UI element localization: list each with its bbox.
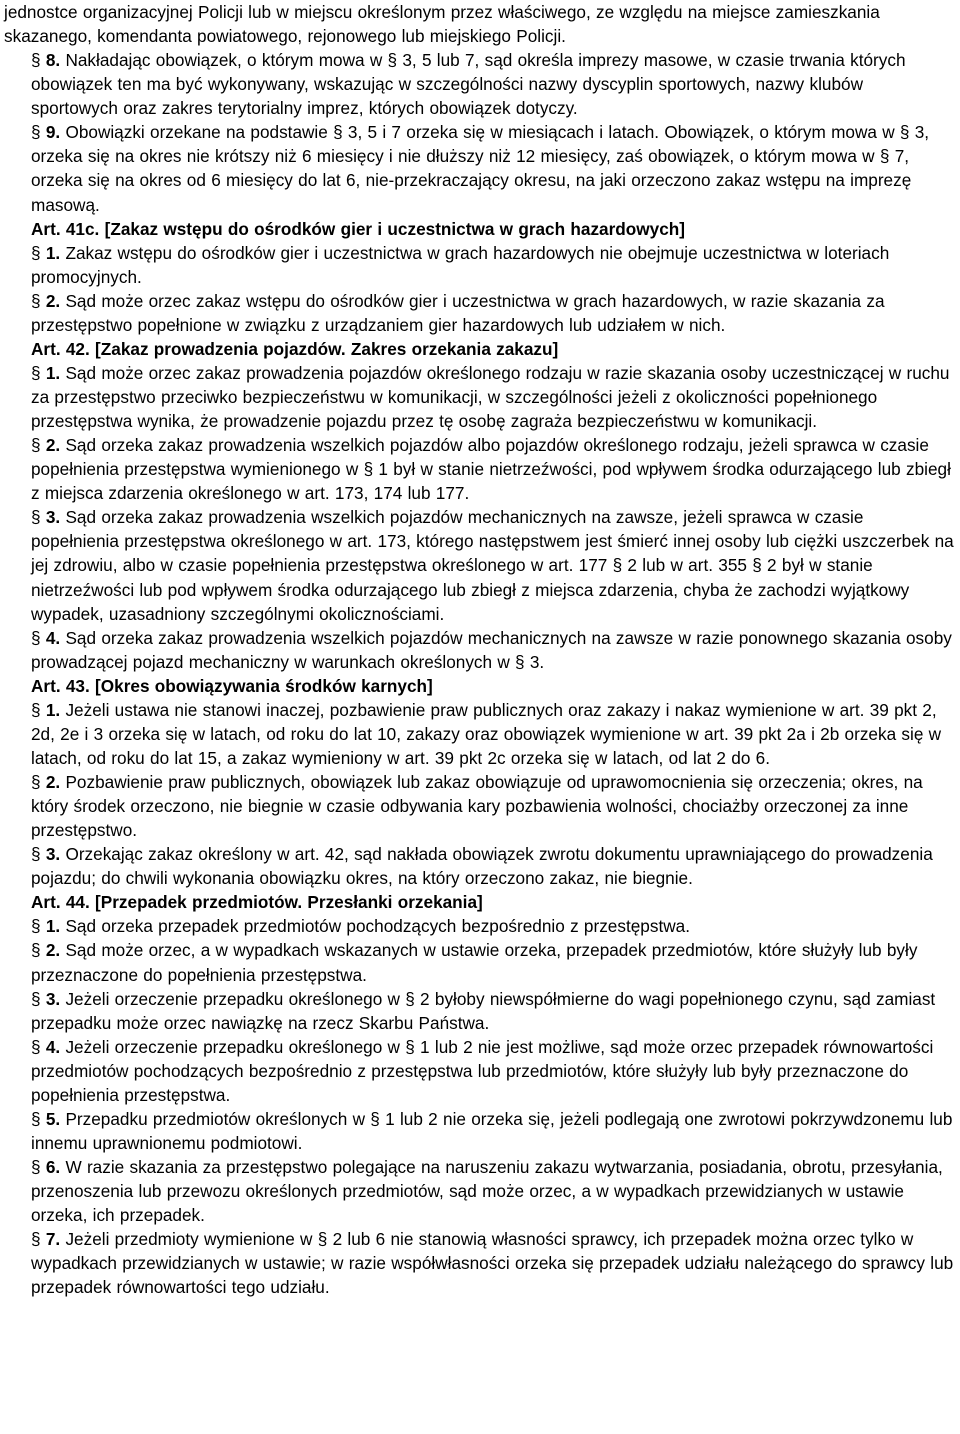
text-run: Sąd orzeka przepadek przedmiotów pochodzących bezpośrednio z przestępstwa.	[60, 916, 690, 937]
section-paragraph	[4, 770, 954, 842]
text-run: Sąd może orzec zakaz wstępu do ośrodków gier i uczestnictwa w grach hazardowych, w razie skazania za przestępstwo popełnione w związku z urządzaniem gier hazardowych lub udziałem w nich.	[31, 290, 885, 335]
bold-text: 9.	[45, 122, 61, 143]
bold-text: Art. 44. [Przepadek przedmiotów. Przesłanki orzekania]	[31, 892, 483, 913]
text-run: Jeżeli przedmioty wymienione w § 2 lub 6 nie stanowią własności sprawcy, ich przepadek można orzec tylko w wypadkach przewidzianych w ustawie; w razie współwłasności orzeka się przepadek udziału należącego do sprawcy lub przepadek równowartości tego udziału.	[31, 1229, 954, 1298]
text-run: W razie skazania za przestępstwo polegające na naruszeniu zakazu wytwarzania, posiadania, obrotu, przesyłania, przenoszenia lub przewozu określonych przedmiotów, sąd może orzec, a w wypadkach przewidzianych w ustawie orzeka, ich przepadek.	[31, 1157, 943, 1226]
article-heading	[4, 337, 954, 361]
text-run: §	[31, 699, 46, 720]
bold-text: 2.	[45, 940, 61, 961]
bold-text: Art. 41c. [Zakaz wstępu do ośrodków gier i uczestnictwa w grach hazardowych]	[31, 218, 686, 239]
bold-text: 1.	[45, 362, 61, 383]
text-run: §	[31, 1157, 46, 1177]
bold-text: 2.	[45, 772, 61, 792]
section-paragraph	[4, 433, 954, 505]
text-run: Jeżeli orzeczenie przepadku określonego w § 2 byłoby niewspółmierne do wagi popełnionego czynu, sąd zamiast przepadku może orzec nawiązkę na rzecz Skarbu Państwa.	[31, 988, 936, 1033]
text-run: §	[31, 122, 46, 143]
text-run: §	[31, 50, 46, 71]
text-run: Jeżeli orzeczenie przepadku określonego w § 1 lub 2 nie jest możliwe, sąd może orzec przepadek równowartości przedmiotów pochodzących bezpośrednio z przestępstwa lub przedmiotów, które służyły lub były przeznaczone do popełnienia przestępstwa.	[31, 1036, 934, 1105]
section-paragraph	[4, 289, 954, 337]
bold-text: 2.	[45, 290, 61, 311]
bold-text: 7.	[45, 1229, 61, 1250]
text-run: §	[31, 772, 46, 792]
bold-text: 5.	[45, 1108, 61, 1129]
section-paragraph	[4, 1107, 954, 1155]
continued-paragraph	[4, 0, 954, 48]
text-run: §	[31, 290, 46, 311]
text-run: §	[31, 844, 46, 865]
section-paragraph	[4, 361, 954, 433]
bold-text: 2.	[45, 435, 61, 456]
text-run: §	[31, 1036, 46, 1057]
text-run: Sąd orzeka zakaz prowadzenia wszelkich pojazdów mechanicznych na zawsze, jeżeli sprawca w czasie popełnienia przestępstwa określonego w art. 173, którego następstwem jest śmierć innej osoby lub ciężki uszczerbek na jej zdrowiu, albo w czasie popełnienia przestępstwa określonego w art. 177 § 2 lub w art. 355 § 2 był w stanie nietrzeźwości lub pod wpływem środka odurzającego lub zbiegł z miejsca zdarzenia, chyba że zachodzi wyjątkowy wypadek, uzasadniony szczególnymi okolicznościami.	[31, 507, 954, 624]
text-run: §	[31, 1229, 46, 1250]
section-paragraph	[4, 1227, 954, 1299]
text-run: Pozbawienie praw publicznych, obowiązek lub zakaz obowiązuje od uprawomocnienia się orzeczenia; okres, na który środek orzeczono, nie biegnie w czasie odbywania kary pozbawienia wolności, chociażby orzeczonej za inne przestępstwo.	[31, 772, 923, 841]
bold-text: 4.	[45, 1036, 61, 1057]
text-run: §	[31, 988, 46, 1009]
article-heading	[4, 890, 954, 914]
bold-text: 1.	[45, 699, 61, 720]
bold-text: 8.	[45, 50, 61, 71]
text-run: §	[31, 940, 46, 961]
bold-text: 4.	[45, 627, 61, 648]
bold-text: 1.	[45, 916, 61, 937]
text-run: Zakaz wstępu do ośrodków gier i uczestnictwa w grach hazardowych nie obejmuje uczestnictwa w loteriach promocyjnych.	[31, 242, 890, 287]
text-run: Nakładając obowiązek, o którym mowa w § 3, 5 lub 7, sąd określa imprezy masowe, w czasie trwania których obowiązek ten ma być wykonywany, wskazując w szczególności nazwy dyscyplin sportowych, nazwy klubów sportowych oraz zakres terytorialny imprez, których obowiązek dotyczy.	[31, 50, 906, 119]
section-paragraph	[4, 914, 954, 938]
text-run: §	[31, 242, 46, 263]
bold-text: 3.	[45, 988, 61, 1009]
section-paragraph	[4, 626, 954, 674]
text-run: Sąd orzeka zakaz prowadzenia wszelkich pojazdów mechanicznych na zawsze w razie ponownego skazania osoby prowadzącej pojazd mechaniczny w warunkach określonych w § 3.	[31, 627, 952, 672]
bold-text: 3.	[45, 507, 61, 528]
section-paragraph	[4, 241, 954, 289]
text-run: §	[31, 362, 46, 383]
text-run: Jeżeli ustawa nie stanowi inaczej, pozbawienie praw publicznych oraz zakazy i nakaz wymienione w art. 39 pkt 2, 2d, 2e i 3 orzeka się w latach, od roku do lat 10, zakazy oraz obowiązek wymienione w art. 39 pkt 2a i 2b orzeka się w latach, od roku do lat 15, a zakaz wymieniony w art. 39 pkt 2c orzeka się w latach, od lat 2 do 6.	[31, 699, 942, 768]
section-paragraph	[4, 505, 954, 625]
text-run: jednostce organizacyjnej Policji lub w miejscu określonym przez właściwego, ze względu na miejsce zamieszkania skazanego, komendanta powiatowego, rejonowego lub miejskiego Policji.	[4, 2, 880, 47]
bold-text: 6.	[45, 1157, 61, 1177]
section-paragraph	[4, 120, 954, 216]
article-heading	[4, 674, 954, 698]
text-run: Sąd może orzec zakaz prowadzenia pojazdów określonego rodzaju w razie skazania osoby uczestniczącej w ruchu za przestępstwo przeciwko bezpieczeństwu w komunikacji, w szczególności jeżeli z okoliczności popełnionego przestępstwa wynika, że prowadzenie pojazdu przez tę osobę zagraża bezpieczeństwu w komunikacji.	[31, 362, 950, 432]
bold-text: Art. 42. [Zakaz prowadzenia pojazdów. Zakres orzekania zakazu]	[31, 338, 559, 359]
section-paragraph	[4, 1035, 954, 1107]
section-paragraph	[4, 987, 954, 1035]
text-run: Obowiązki orzekane na podstawie § 3, 5 i 7 orzeka się w miesiącach i latach. Obowiązek, o którym mowa w § 3, orzeka się na okres nie krótszy niż 6 miesięcy i nie dłuższy niż 12 miesięcy, zaś obowiązek, o którym mowa w § 7, orzeka się na okres od 6 miesięcy do lat 6, nie-przekraczający okresu, na jaki orzeczono zakaz wstępu na imprezę masową.	[31, 122, 930, 215]
bold-text: 1.	[45, 242, 61, 263]
bold-text: Art. 43. [Okres obowiązywania środków karnych]	[31, 675, 433, 696]
bold-text: 3.	[45, 844, 61, 865]
text-run: §	[31, 916, 46, 937]
text-run: Orzekając zakaz określony w art. 42, sąd nakłada obowiązek zwrotu dokumentu uprawniającego do prowadzenia pojazdu; do chwili wykonania obowiązku okres, na który orzeczono zakaz, nie biegnie.	[31, 844, 933, 889]
article-heading	[4, 217, 954, 241]
text-run: §	[31, 507, 46, 528]
section-paragraph	[4, 698, 954, 770]
section-paragraph	[4, 1155, 954, 1227]
text-run: Sąd orzeka zakaz prowadzenia wszelkich pojazdów albo pojazdów określonego rodzaju, jeżeli sprawca w czasie popełnienia przestępstwa wymienionego w § 1 był w stanie nietrzeźwości, pod wpływem środka odurzającego lub zbiegł z miejsca zdarzenia określonego w art. 173, 174 lub 177.	[31, 435, 951, 504]
text-run: Sąd może orzec, a w wypadkach wskazanych w ustawie orzeka, przepadek przedmiotów, które służyły lub były przeznaczone do popełnienia przestępstwa.	[31, 940, 918, 985]
text-run: Przepadku przedmiotów określonych w § 1 lub 2 nie orzeka się, jeżeli podlegają one zwrotowi pokrzywdzonemu lub innemu uprawnionemu podmiotowi.	[31, 1108, 953, 1153]
section-paragraph	[4, 938, 954, 986]
section-paragraph	[4, 842, 954, 890]
text-run: §	[31, 627, 46, 648]
text-run: §	[31, 1108, 46, 1129]
document-body	[4, 0, 954, 1299]
text-run: §	[31, 435, 46, 456]
section-paragraph	[4, 48, 954, 120]
